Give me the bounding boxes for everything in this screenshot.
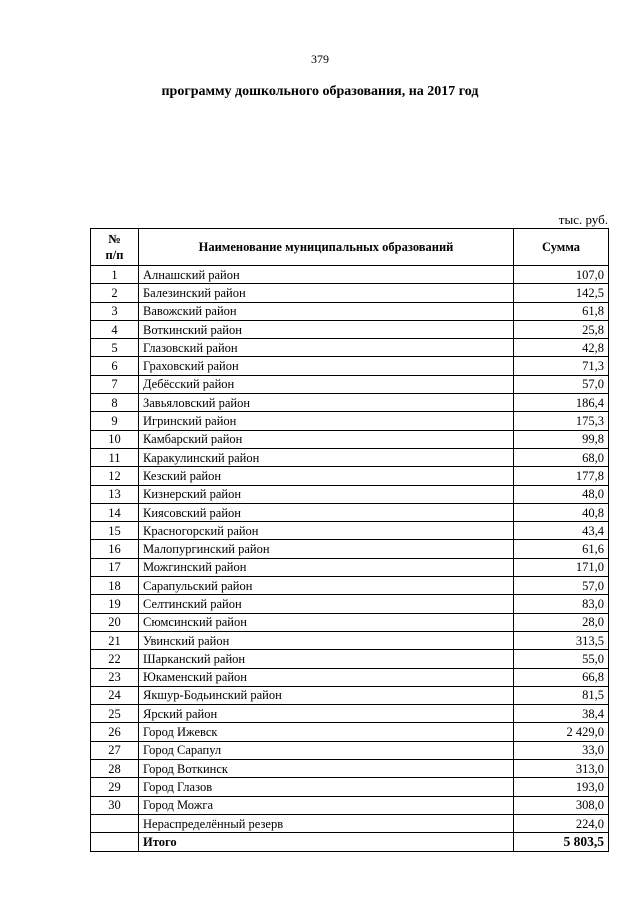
table-row xyxy=(91,595,609,613)
row-number: 22 xyxy=(91,650,139,668)
row-name: Красногорский район xyxy=(139,522,514,540)
row-sum: 186,4 xyxy=(514,394,609,412)
row-number: 11 xyxy=(91,448,139,466)
row-number: 14 xyxy=(91,503,139,521)
reserve-sum: 224,0 xyxy=(514,814,609,832)
table-row xyxy=(91,558,609,576)
table-row xyxy=(91,668,609,686)
row-number: 28 xyxy=(91,760,139,778)
row-sum: 40,8 xyxy=(514,503,609,521)
total-number xyxy=(91,833,139,851)
table-row xyxy=(91,631,609,649)
table-row xyxy=(91,266,609,284)
row-sum: 57,0 xyxy=(514,375,609,393)
row-name: Город Сарапул xyxy=(139,741,514,759)
row-name: Игринский район xyxy=(139,412,514,430)
row-number: 4 xyxy=(91,320,139,338)
row-name: Балезинский район xyxy=(139,284,514,302)
row-sum: 71,3 xyxy=(514,357,609,375)
row-name: Глазовский район xyxy=(139,339,514,357)
reserve-name: Нераспределённый резерв xyxy=(139,814,514,832)
table-row xyxy=(91,503,609,521)
row-sum: 107,0 xyxy=(514,266,609,284)
row-sum: 193,0 xyxy=(514,778,609,796)
reserve-number xyxy=(91,814,139,832)
row-number: 17 xyxy=(91,558,139,576)
funding-table xyxy=(90,228,609,852)
row-name: Кезский район xyxy=(139,467,514,485)
row-sum: 66,8 xyxy=(514,668,609,686)
table-row xyxy=(91,796,609,814)
unit-label: тыс. руб. xyxy=(558,212,608,227)
row-sum: 313,0 xyxy=(514,760,609,778)
row-sum: 57,0 xyxy=(514,577,609,595)
row-sum: 2 429,0 xyxy=(514,723,609,741)
table-row xyxy=(91,467,609,485)
row-name: Увинский район xyxy=(139,631,514,649)
row-name: Граховский район xyxy=(139,357,514,375)
row-number: 15 xyxy=(91,522,139,540)
table-row xyxy=(91,650,609,668)
row-name: Малопургинский район xyxy=(139,540,514,558)
row-name: Сарапульский район xyxy=(139,577,514,595)
row-number: 27 xyxy=(91,741,139,759)
row-number: 3 xyxy=(91,302,139,320)
row-sum: 83,0 xyxy=(514,595,609,613)
row-number: 1 xyxy=(91,266,139,284)
document-title: программу дошкольного образования, на 2017 год xyxy=(161,84,479,99)
table-row xyxy=(91,448,609,466)
row-number: 5 xyxy=(91,339,139,357)
row-sum: 61,8 xyxy=(514,302,609,320)
table-row xyxy=(91,320,609,338)
row-number: 16 xyxy=(91,540,139,558)
header-number-line2: п/п xyxy=(105,248,124,262)
row-sum: 48,0 xyxy=(514,485,609,503)
row-number: 20 xyxy=(91,613,139,631)
row-name: Дебёсский район xyxy=(139,375,514,393)
table-body xyxy=(91,266,609,852)
row-sum: 68,0 xyxy=(514,448,609,466)
row-number: 8 xyxy=(91,394,139,412)
table-row xyxy=(91,430,609,448)
row-name: Юкаменский район xyxy=(139,668,514,686)
row-sum: 55,0 xyxy=(514,650,609,668)
row-number: 26 xyxy=(91,723,139,741)
table-row xyxy=(91,741,609,759)
row-number: 24 xyxy=(91,686,139,704)
table-row xyxy=(91,723,609,741)
row-sum: 28,0 xyxy=(514,613,609,631)
total-row xyxy=(91,833,609,851)
table-row xyxy=(91,357,609,375)
table-row xyxy=(91,540,609,558)
row-sum: 177,8 xyxy=(514,467,609,485)
header-number-line1: № xyxy=(108,232,121,246)
table-row xyxy=(91,577,609,595)
row-sum: 42,8 xyxy=(514,339,609,357)
row-number: 2 xyxy=(91,284,139,302)
row-name: Якшур-Бодьинский район xyxy=(139,686,514,704)
row-name: Шарканский район xyxy=(139,650,514,668)
row-name: Киясовский район xyxy=(139,503,514,521)
row-number: 21 xyxy=(91,631,139,649)
table-row xyxy=(91,302,609,320)
row-name: Город Воткинск xyxy=(139,760,514,778)
row-sum: 61,6 xyxy=(514,540,609,558)
row-number: 9 xyxy=(91,412,139,430)
row-sum: 171,0 xyxy=(514,558,609,576)
row-sum: 142,5 xyxy=(514,284,609,302)
row-sum: 38,4 xyxy=(514,705,609,723)
row-number: 12 xyxy=(91,467,139,485)
total-sum: 5 803,5 xyxy=(514,833,609,851)
row-number: 23 xyxy=(91,668,139,686)
row-name: Сюмсинский район xyxy=(139,613,514,631)
row-sum: 25,8 xyxy=(514,320,609,338)
table-row xyxy=(91,705,609,723)
table-row xyxy=(91,778,609,796)
row-name: Вавожский район xyxy=(139,302,514,320)
reserve-row xyxy=(91,814,609,832)
row-sum: 308,0 xyxy=(514,796,609,814)
row-number: 7 xyxy=(91,375,139,393)
row-name: Селтинский район xyxy=(139,595,514,613)
row-name: Воткинский район xyxy=(139,320,514,338)
table-row xyxy=(91,284,609,302)
table-row xyxy=(91,339,609,357)
header-sum: Сумма xyxy=(514,229,609,266)
row-name: Завьяловский район xyxy=(139,394,514,412)
table-row xyxy=(91,394,609,412)
table-row xyxy=(91,760,609,778)
row-name: Город Ижевск xyxy=(139,723,514,741)
row-sum: 81,5 xyxy=(514,686,609,704)
page-number: 379 xyxy=(311,52,329,66)
table-row xyxy=(91,613,609,631)
row-sum: 313,5 xyxy=(514,631,609,649)
row-number: 25 xyxy=(91,705,139,723)
table-row xyxy=(91,485,609,503)
row-number: 18 xyxy=(91,577,139,595)
row-sum: 175,3 xyxy=(514,412,609,430)
header-name: Наименование муниципальных образований xyxy=(139,229,514,266)
row-number: 30 xyxy=(91,796,139,814)
total-name: Итого xyxy=(139,833,514,851)
row-name: Кизнерский район xyxy=(139,485,514,503)
table-row xyxy=(91,412,609,430)
row-number: 13 xyxy=(91,485,139,503)
row-sum: 99,8 xyxy=(514,430,609,448)
header-number xyxy=(91,229,139,266)
row-number: 10 xyxy=(91,430,139,448)
row-name: Ярский район xyxy=(139,705,514,723)
row-name: Камбарский район xyxy=(139,430,514,448)
table-row xyxy=(91,686,609,704)
row-name: Город Глазов xyxy=(139,778,514,796)
row-number: 6 xyxy=(91,357,139,375)
table-row xyxy=(91,522,609,540)
row-name: Алнашский район xyxy=(139,266,514,284)
row-name: Можгинский район xyxy=(139,558,514,576)
row-name: Город Можга xyxy=(139,796,514,814)
row-name: Каракулинский район xyxy=(139,448,514,466)
row-number: 19 xyxy=(91,595,139,613)
row-sum: 43,4 xyxy=(514,522,609,540)
row-sum: 33,0 xyxy=(514,741,609,759)
table-header-row xyxy=(91,229,609,266)
row-number: 29 xyxy=(91,778,139,796)
table-row xyxy=(91,375,609,393)
